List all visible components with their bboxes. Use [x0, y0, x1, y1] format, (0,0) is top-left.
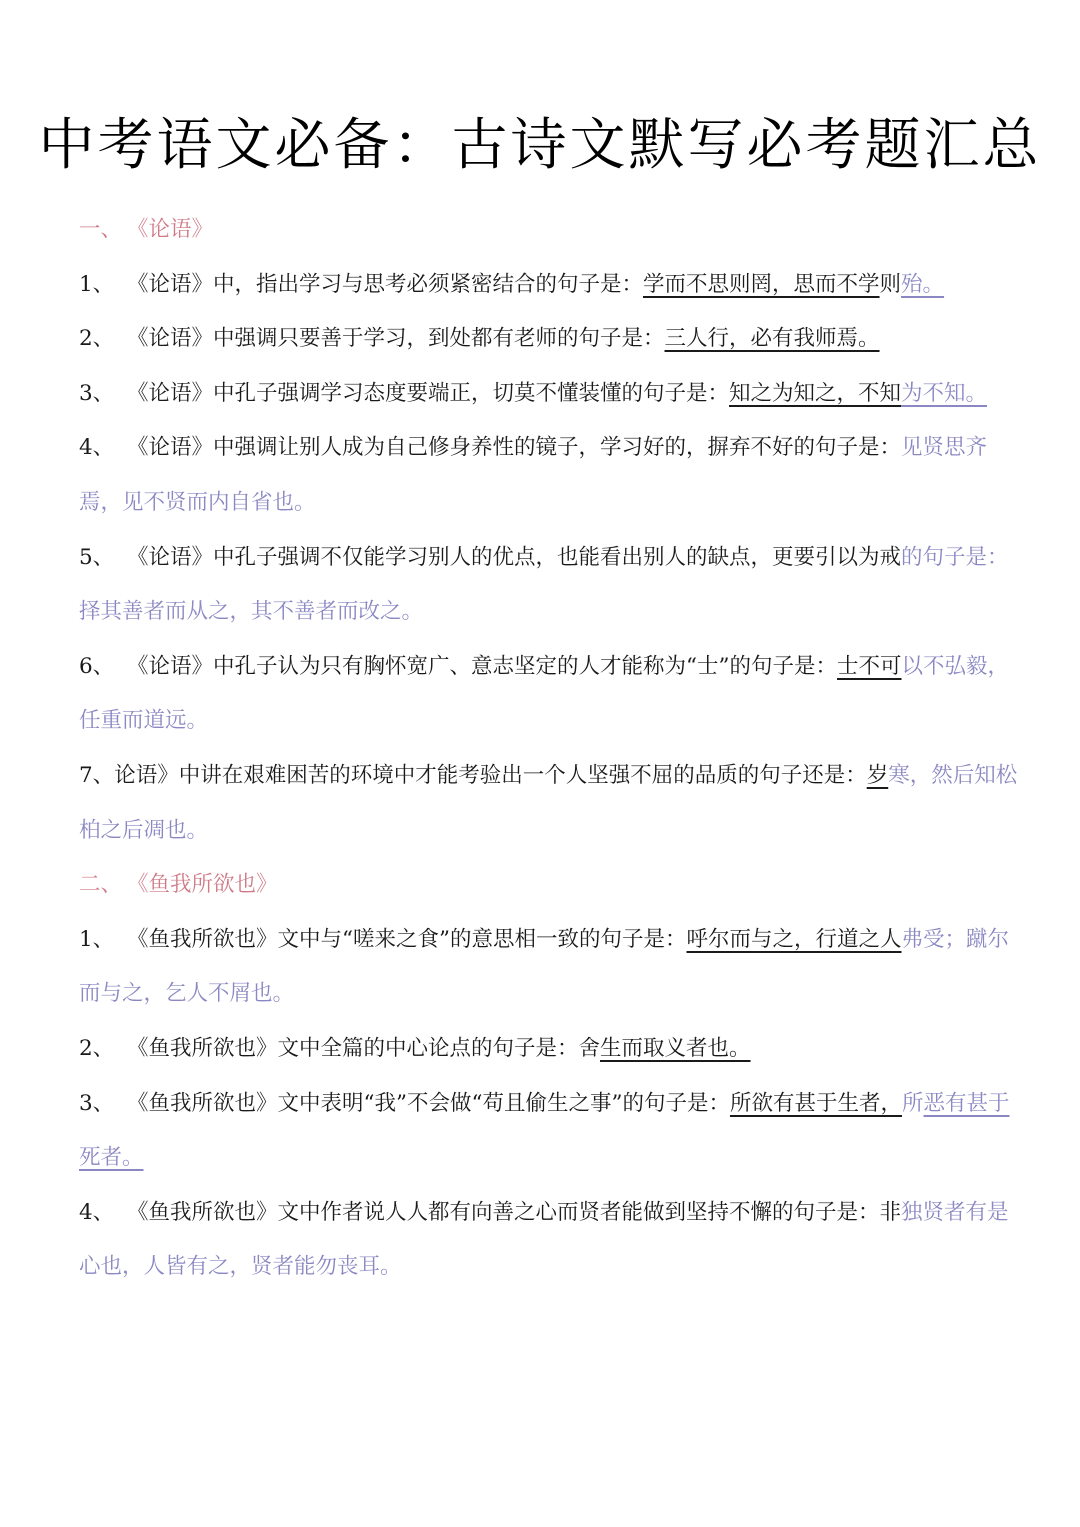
question-prompt: 《鱼我所欲也》文中表明“我”不会做“苟且偷生之事”的句子是：: [127, 1090, 730, 1116]
question-item: [79, 312, 1023, 367]
question-prompt: 《论语》中孔子强调不仅能学习别人的优点，也能看出别人的缺点，更要引以为戒: [127, 544, 902, 570]
question-number: 1、: [79, 926, 115, 952]
question-item: [79, 1077, 1023, 1186]
answer-purple: 见贤思齐焉，见不贤而内自省也。: [79, 435, 988, 515]
question-number: 6、: [79, 653, 115, 679]
question-item: [79, 640, 1023, 749]
question-number: 4、: [79, 435, 115, 461]
answer-purple: 独贤者有是心也，人皆有之，贤者能勿丧耳。: [79, 1199, 1009, 1280]
question-number: 2、: [79, 1035, 115, 1061]
answer-plain: 所: [901, 1090, 924, 1116]
section-heading-yuwosuoyuye: [79, 858, 1023, 913]
answer-underlined: 士不可: [837, 653, 902, 679]
section-title: 《论语》: [127, 217, 214, 242]
answer-underlined: 呼尔而与之，行道之人: [686, 926, 902, 952]
question-number: 1、: [79, 271, 115, 297]
question-prompt: 《鱼我所欲也》文中全篇的中心论点的句子是：舍: [127, 1035, 601, 1061]
answer-purple: 寒，然后知松柏之后凋也。: [79, 762, 1018, 843]
document-body: [79, 203, 1023, 1295]
section-number: 二、: [79, 872, 123, 898]
question-item: [79, 1186, 1023, 1295]
question-prompt: 论语》中讲在艰难困苦的环境中才能考验出一个人坚强不屈的品质的句子还是：: [114, 762, 867, 788]
question-item: [79, 531, 1023, 640]
question-number: 5、: [79, 544, 115, 570]
section-title: 《鱼我所欲也》: [127, 872, 278, 898]
question-prompt: 《论语》中孔子认为只有胸怀宽广、意志坚定的人才能称为“士”的句子是：: [127, 653, 837, 679]
answer-purple: 恶有甚于死者。: [79, 1090, 1010, 1171]
question-number: 3、: [79, 1090, 115, 1116]
answer-underlined: 岁: [866, 762, 889, 788]
answer-plain: 则: [879, 271, 902, 297]
answer-purple: 为不知。: [901, 380, 988, 406]
section-number: 一、: [79, 217, 123, 242]
section-heading-lunyu: [79, 203, 1023, 258]
question-number: 4、: [79, 1199, 115, 1225]
question-prompt: 《鱼我所欲也》文中与“嗟来之食”的意思相一致的句子是：: [127, 926, 687, 952]
question-number: 7、: [79, 762, 115, 788]
question-prompt: 《论语》中孔子强调学习态度要端正，切莫不懂装懂的句子是：: [127, 380, 730, 406]
answer-purple: 的句子是：择其善者而从之，其不善者而改之。: [79, 544, 1009, 625]
question-item: [79, 258, 1023, 313]
question-prompt: 《论语》中强调让别人成为自己修身养性的镜子，学习好的，摒弃不好的句子是：: [127, 435, 902, 461]
question-number: 2、: [79, 326, 115, 352]
document-title: 中考语文必备：古诗文默写必考题汇总: [38, 113, 1042, 178]
question-number: 3、: [79, 380, 115, 406]
question-prompt: 《鱼我所欲也》文中作者说人人都有向善之心而贤者能做到坚持不懈的句子是：非: [127, 1199, 902, 1225]
question-prompt: 《论语》中，指出学习与思考必须紧密结合的句子是：: [127, 271, 644, 297]
answer-purple: 弗受；蹴尔而与之，乞人不屑也。: [79, 926, 1010, 1007]
answer-underlined: 知之为知之，不知: [729, 380, 902, 406]
question-item: [79, 421, 1023, 530]
answer-underlined: 生而取义者也。: [600, 1035, 751, 1061]
answer-underlined: 学而不思则罔，思而不学: [643, 271, 880, 297]
question-item: [79, 749, 1023, 858]
answer-underlined: 所欲有甚于生者，: [729, 1090, 902, 1116]
answer-purple: 殆。: [901, 271, 945, 297]
question-item: [79, 913, 1023, 1022]
question-item: [79, 1022, 1023, 1077]
question-item: [79, 367, 1023, 422]
answer-underlined: 三人行，必有我师焉。: [664, 326, 880, 352]
answer-purple: 以不弘毅，任重而道远。: [79, 653, 1010, 734]
question-prompt: 《论语》中强调只要善于学习，到处都有老师的句子是：: [127, 326, 665, 352]
